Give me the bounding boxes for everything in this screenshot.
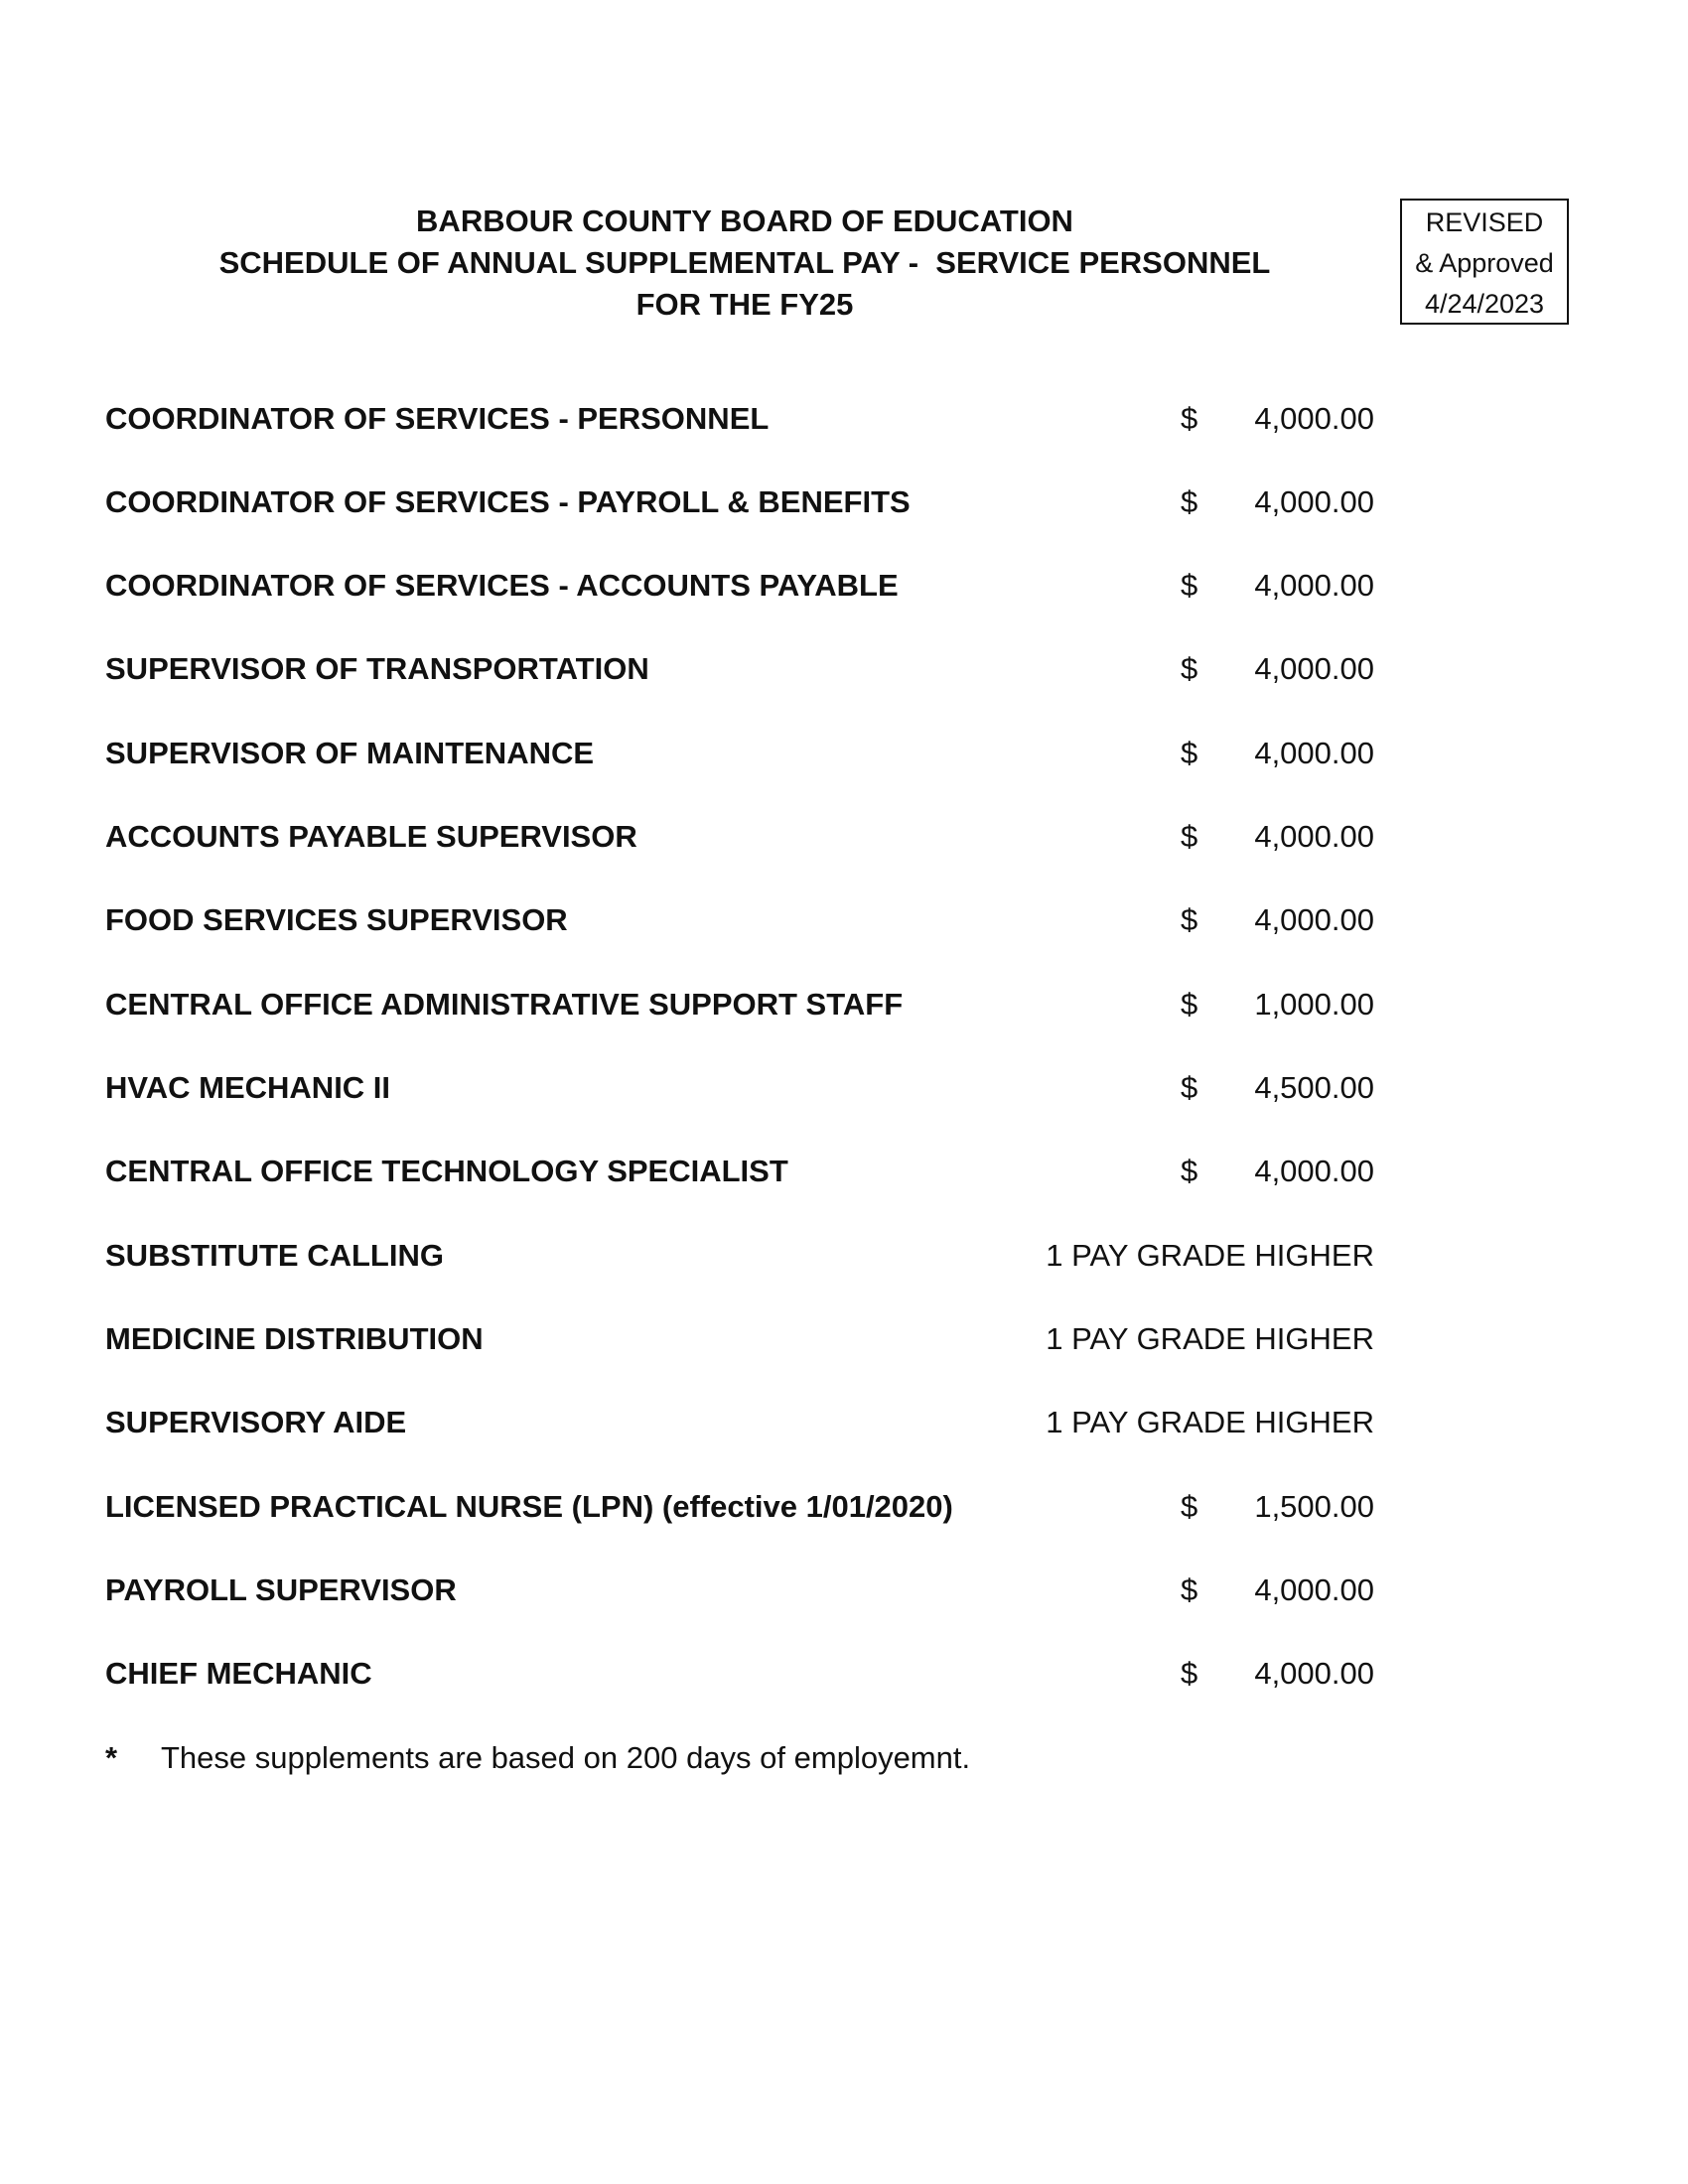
currency-symbol: $ xyxy=(1181,568,1198,603)
table-row xyxy=(0,1234,1688,1278)
currency-symbol: $ xyxy=(1181,1070,1198,1105)
position-label: COORDINATOR OF SERVICES - PERSONNEL xyxy=(105,401,770,436)
currency-symbol: $ xyxy=(1181,1572,1198,1607)
revision-stamp xyxy=(1400,199,1569,325)
table-row xyxy=(0,1150,1688,1193)
supplement-amount: 4,000.00 xyxy=(1254,736,1374,770)
supplement-amount: 4,000.00 xyxy=(1254,651,1374,686)
currency-symbol: $ xyxy=(1181,1489,1198,1524)
position-label: PAYROLL SUPERVISOR xyxy=(105,1572,457,1607)
position-label: COORDINATOR OF SERVICES - ACCOUNTS PAYABLE xyxy=(105,568,899,603)
supplement-amount: 4,000.00 xyxy=(1254,819,1374,854)
table-row xyxy=(0,647,1688,691)
currency-symbol: $ xyxy=(1181,401,1198,436)
currency-symbol: $ xyxy=(1181,987,1198,1022)
position-label: SUBSTITUTE CALLING xyxy=(105,1238,444,1273)
table-row xyxy=(0,1652,1688,1696)
currency-symbol: $ xyxy=(1181,1154,1198,1188)
position-label: HVAC MECHANIC II xyxy=(105,1070,391,1105)
position-label: FOOD SERVICES SUPERVISOR xyxy=(105,902,568,937)
supplement-amount: 4,000.00 xyxy=(1254,401,1374,436)
table-row xyxy=(0,732,1688,775)
currency-symbol: $ xyxy=(1181,819,1198,854)
position-label: COORDINATOR OF SERVICES - PAYROLL & BENEFITS xyxy=(105,484,911,519)
currency-symbol: $ xyxy=(1181,484,1198,519)
footnote-marker: * xyxy=(105,1740,118,1775)
currency-symbol: $ xyxy=(1181,736,1198,770)
header-fiscal-year: FOR THE FY25 xyxy=(635,287,854,322)
table-row xyxy=(0,1485,1688,1529)
currency-symbol: $ xyxy=(1181,651,1198,686)
position-label: CENTRAL OFFICE TECHNOLOGY SPECIALIST xyxy=(105,1154,788,1188)
document-header xyxy=(149,201,1340,326)
table-row xyxy=(0,564,1688,608)
supplement-amount: 1 PAY GRADE HIGHER xyxy=(1046,1405,1374,1439)
revision-approval: & Approved xyxy=(1415,248,1554,278)
table-row xyxy=(0,898,1688,942)
footnote-text: These supplements are based on 200 days of employemnt. xyxy=(161,1740,971,1775)
position-label: MEDICINE DISTRIBUTION xyxy=(105,1321,484,1356)
supplement-amount: 4,000.00 xyxy=(1254,902,1374,937)
position-label: SUPERVISORY AIDE xyxy=(105,1405,407,1439)
supplement-amount: 4,000.00 xyxy=(1254,1154,1374,1188)
position-label: ACCOUNTS PAYABLE SUPERVISOR xyxy=(105,819,637,854)
table-row xyxy=(0,815,1688,859)
header-schedule-title: SCHEDULE OF ANNUAL SUPPLEMENTAL PAY - SERVICE PERSONNEL xyxy=(218,245,1271,280)
header-org-name: BARBOUR COUNTY BOARD OF EDUCATION xyxy=(416,204,1073,238)
supplement-amount: 4,500.00 xyxy=(1254,1070,1374,1105)
supplement-amount: 1 PAY GRADE HIGHER xyxy=(1046,1238,1374,1273)
supplement-amount: 1,000.00 xyxy=(1254,987,1374,1022)
table-row xyxy=(0,397,1688,441)
table-row xyxy=(0,1066,1688,1110)
revision-status: REVISED xyxy=(1425,207,1544,237)
table-row xyxy=(0,480,1688,524)
currency-symbol: $ xyxy=(1181,1656,1198,1691)
table-row xyxy=(0,983,1688,1026)
supplement-amount: 1 PAY GRADE HIGHER xyxy=(1046,1321,1374,1356)
currency-symbol: $ xyxy=(1181,902,1198,937)
table-row xyxy=(0,1569,1688,1612)
revision-date: 4/24/2023 xyxy=(1424,289,1545,319)
supplement-amount: 4,000.00 xyxy=(1254,568,1374,603)
position-label: LICENSED PRACTICAL NURSE (LPN) (effective 1/01/2020) xyxy=(105,1489,953,1524)
position-label: SUPERVISOR OF TRANSPORTATION xyxy=(105,651,649,686)
supplement-amount: 4,000.00 xyxy=(1254,1656,1374,1691)
supplement-amount: 1,500.00 xyxy=(1254,1489,1374,1524)
table-row xyxy=(0,1317,1688,1361)
supplement-amount: 4,000.00 xyxy=(1254,484,1374,519)
table-row xyxy=(0,1401,1688,1444)
position-label: CHIEF MECHANIC xyxy=(105,1656,372,1691)
supplement-amount: 4,000.00 xyxy=(1254,1572,1374,1607)
footnote xyxy=(0,1736,1688,1780)
position-label: SUPERVISOR OF MAINTENANCE xyxy=(105,736,595,770)
position-label: CENTRAL OFFICE ADMINISTRATIVE SUPPORT STAFF xyxy=(105,987,904,1022)
